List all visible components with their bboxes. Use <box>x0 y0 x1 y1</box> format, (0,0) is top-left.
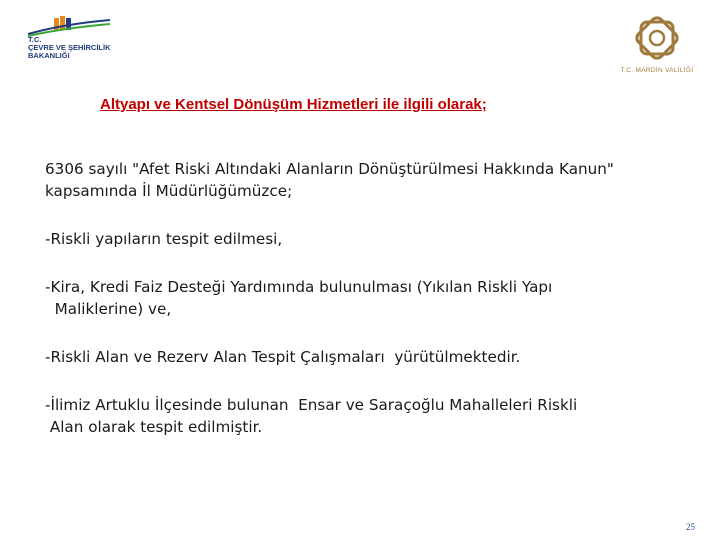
ministry-line-3: BAKANLIĞI <box>28 51 70 60</box>
ministry-line-2: ÇEVRE VE ŞEHİRCİLİK <box>28 43 111 52</box>
ministry-name <box>28 36 111 60</box>
governorship-label: T.C. MARDİN VALİLİĞİ <box>620 67 694 74</box>
paragraph-item-2: -Kira, Kredi Faiz Desteği Yardımında bulunulması (Yıkılan Riskli Yapı Maliklerine) ve, <box>45 278 553 318</box>
page-number: 25 <box>686 522 695 532</box>
section-heading: Altyapı ve Kentsel Dönüşüm Hizmetleri ile ilgili olarak; <box>100 96 487 113</box>
paragraph-intro: 6306 sayılı "Afet Riski Altındaki Alanların Dönüştürülmesi Hakkında Kanun" kapsamında İl Müdürlüğümüzce; <box>45 160 619 200</box>
paragraph-item-1: -Riskli yapıların tespit edilmesi, <box>45 230 283 248</box>
ministry-logo <box>24 14 124 68</box>
star-ornament-icon <box>620 10 694 68</box>
paragraph-item-4: -İlimiz Artuklu İlçesinde bulunan Ensar ve Saraçoğlu Mahalleleri Riskli Alan olarak tespit edilmiştir. <box>45 396 578 436</box>
paragraph-item-3: -Riskli Alan ve Rezerv Alan Tespit Çalışmaları yürütülmektedir. <box>45 348 521 366</box>
ministry-line-1: T.C. <box>28 35 42 44</box>
governorship-logo <box>620 10 694 80</box>
